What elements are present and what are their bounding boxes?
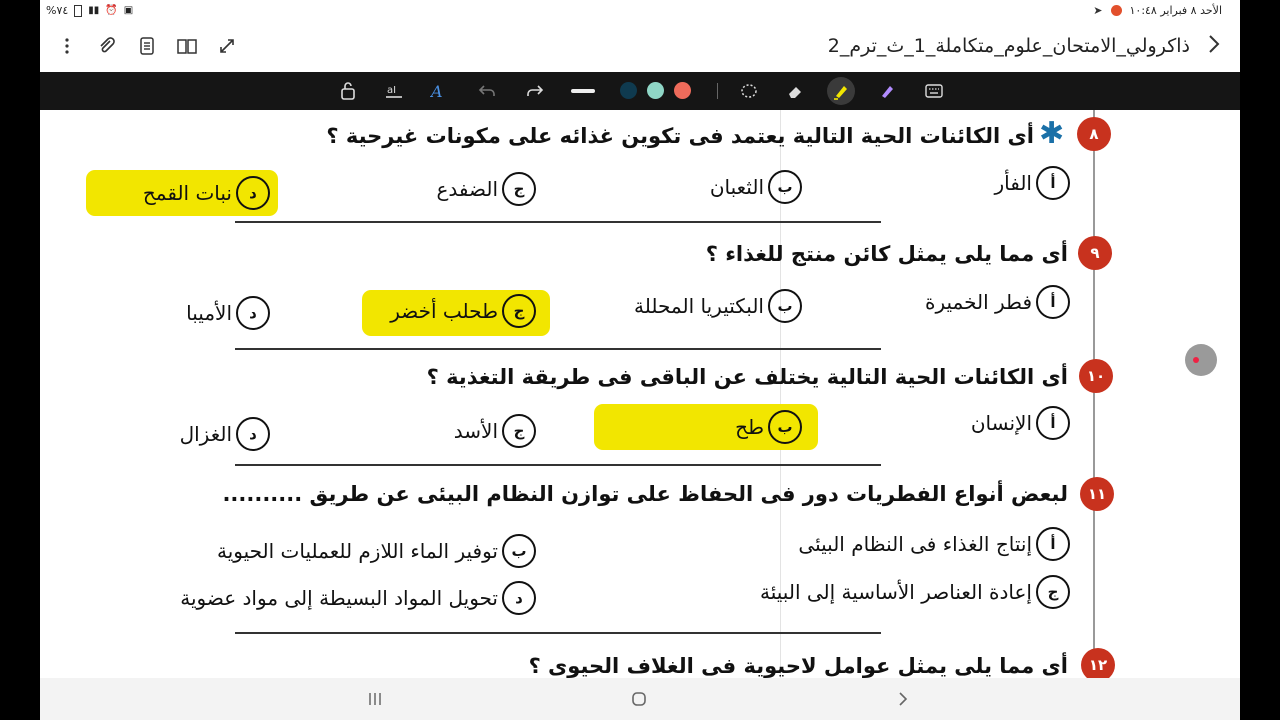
text-box-icon[interactable] xyxy=(383,80,405,102)
option-text: الغزال xyxy=(179,422,232,446)
option-letter: ج xyxy=(502,414,536,448)
option-item[interactable] xyxy=(390,294,536,328)
option-item[interactable] xyxy=(180,581,536,615)
redo-icon[interactable] xyxy=(524,80,546,102)
option-item[interactable] xyxy=(735,410,802,444)
option-text: الأميبا xyxy=(186,301,232,325)
option-letter: د xyxy=(236,417,270,451)
back-chevron-icon[interactable] xyxy=(1202,34,1226,60)
undo-icon[interactable] xyxy=(476,80,498,102)
lock-icon[interactable] xyxy=(337,80,359,102)
asterisk-icon: ✱ xyxy=(1039,116,1065,151)
option-text: طحلب أخضر xyxy=(390,299,498,323)
status-left xyxy=(1093,4,1222,17)
lasso-icon[interactable] xyxy=(738,80,760,102)
app-window xyxy=(40,0,1240,720)
option-item[interactable] xyxy=(436,172,536,206)
separator-line xyxy=(235,632,881,634)
eraser-icon[interactable] xyxy=(784,80,806,102)
option-letter: د xyxy=(236,176,270,210)
question-number: ١٠ xyxy=(1079,359,1113,393)
option-letter: أ xyxy=(1036,527,1070,561)
option-text: توفير الماء اللازم للعمليات الحيوية xyxy=(216,539,498,563)
option-letter: أ xyxy=(1036,406,1070,440)
handwriting-icon[interactable] xyxy=(427,80,449,102)
annotation-toolbar xyxy=(40,72,1240,110)
option-text: الثعبان xyxy=(709,175,764,199)
svg-text:aI: aI xyxy=(387,85,397,96)
svg-text:A: A xyxy=(431,82,443,100)
option-text: فطر الخميرة xyxy=(924,290,1032,314)
expand-icon[interactable] xyxy=(216,35,238,57)
option-item[interactable] xyxy=(994,166,1070,200)
gallery-icon: ▣ xyxy=(123,5,134,16)
floating-handle[interactable] xyxy=(1185,344,1217,376)
option-item[interactable] xyxy=(798,527,1070,561)
color-swatch-coral[interactable] xyxy=(674,82,691,99)
option-text: نبات القمح xyxy=(142,181,232,205)
option-letter: أ xyxy=(1036,285,1070,319)
option-text: الأسد xyxy=(453,419,498,443)
highlighter-icon[interactable] xyxy=(827,77,855,105)
option-letter: د xyxy=(236,296,270,330)
document-title: ذاكرولي_الامتحان_علوم_متكاملة_1_ث_ترم_2 xyxy=(827,35,1190,57)
back-nav-icon[interactable] xyxy=(891,687,915,711)
telegram-icon: ➤ xyxy=(1093,4,1103,17)
separator-line xyxy=(235,221,881,223)
title-actions xyxy=(56,35,238,57)
separator-line xyxy=(235,464,881,466)
option-item[interactable] xyxy=(143,176,270,210)
option-item[interactable] xyxy=(217,534,536,568)
recent-apps-icon[interactable] xyxy=(363,687,387,711)
option-text: الفأر xyxy=(994,171,1032,195)
attach-icon[interactable] xyxy=(96,35,118,57)
toolbar-divider xyxy=(717,83,718,99)
status-right xyxy=(46,4,133,17)
option-text: تحويل المواد البسيطة إلى مواد عضوية xyxy=(180,586,498,610)
status-battery: %٧٤ xyxy=(46,4,69,17)
signal-icon: ▮▮ xyxy=(88,5,100,16)
option-text: إعادة العناصر الأساسية إلى البيئة xyxy=(760,580,1032,604)
option-letter: ب xyxy=(768,410,802,444)
question-number: ١١ xyxy=(1080,477,1114,511)
option-text: البكتيريا المحللة xyxy=(634,294,764,318)
exam-page xyxy=(40,110,1240,678)
option-text: إنتاج الغذاء فى النظام البيئى xyxy=(798,532,1032,556)
color-swatch-mint[interactable] xyxy=(647,82,664,99)
option-item[interactable] xyxy=(710,170,802,204)
alarm-icon: ⏰ xyxy=(105,5,118,16)
option-letter: ج xyxy=(502,294,536,328)
option-item[interactable] xyxy=(454,414,536,448)
home-icon[interactable] xyxy=(627,687,651,711)
page-margin-line xyxy=(1093,110,1095,678)
option-text: الضفدع xyxy=(436,177,498,201)
question-text: لبعض أنواع الفطريات دور فى الحفاظ على توازن النظام البيئى عن طريق .......... xyxy=(222,482,1068,506)
pen-icon[interactable] xyxy=(876,80,898,102)
more-options-icon[interactable] xyxy=(56,35,78,57)
system-nav-bar xyxy=(40,678,1240,720)
option-letter: ب xyxy=(768,170,802,204)
book-view-icon[interactable] xyxy=(176,35,198,57)
color-swatch-dark-teal[interactable] xyxy=(620,82,637,99)
option-item[interactable] xyxy=(186,296,270,330)
option-letter: ب xyxy=(502,534,536,568)
question-number: ٨ xyxy=(1077,117,1111,151)
keyboard-icon[interactable] xyxy=(923,80,945,102)
battery-icon xyxy=(74,5,82,17)
separator-line xyxy=(235,348,881,350)
option-letter: د xyxy=(502,581,536,615)
option-letter: أ xyxy=(1036,166,1070,200)
document-view-icon[interactable] xyxy=(136,35,158,57)
option-letter: ج xyxy=(1036,575,1070,609)
option-item[interactable] xyxy=(760,575,1070,609)
option-text: طح xyxy=(735,415,764,439)
title-bar xyxy=(40,22,1240,72)
option-text: الإنسان xyxy=(970,411,1032,435)
status-datetime: الأحد ٨ فبراير ١٠:٤٨ xyxy=(1129,4,1222,17)
stroke-width-icon[interactable] xyxy=(570,80,596,102)
notification-icon xyxy=(1111,5,1122,16)
status-bar xyxy=(40,0,1240,22)
question-number: ١٢ xyxy=(1081,648,1115,678)
option-item[interactable] xyxy=(925,285,1070,319)
question-text: أى الكائنات الحية التالية يختلف عن الباقى فى طريقة التغذية ؟ xyxy=(426,365,1068,389)
option-item[interactable] xyxy=(971,406,1070,440)
option-letter: ج xyxy=(502,172,536,206)
question-text: أى الكائنات الحية التالية يعتمد فى تكوين غذائه على مكونات غيرحية ؟ xyxy=(326,124,1034,148)
option-item[interactable] xyxy=(180,417,270,451)
question-text: أى مما يلى يمثل عوامل لاحيوية فى الغلاف الحيوى ؟ xyxy=(528,654,1068,678)
question-text: أى مما يلى يمثل كائن منتج للغذاء ؟ xyxy=(705,242,1068,266)
question-number: ٩ xyxy=(1078,236,1112,270)
option-letter: ب xyxy=(768,289,802,323)
option-item[interactable] xyxy=(634,289,802,323)
